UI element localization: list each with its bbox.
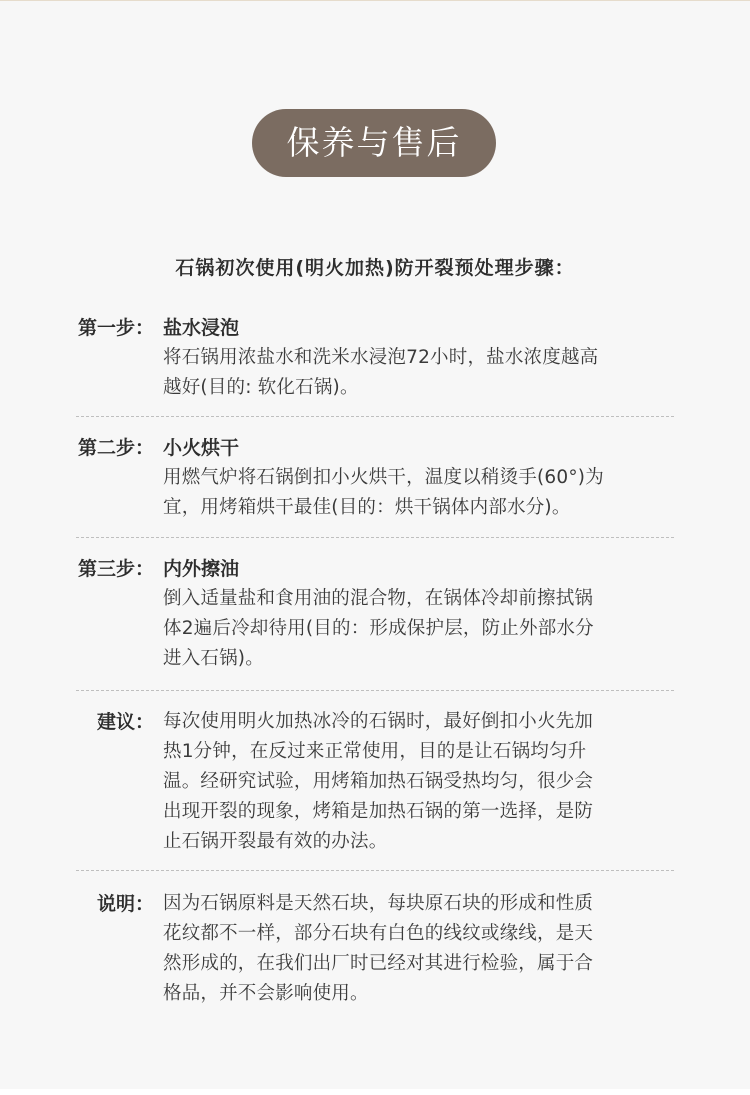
- divider: [76, 416, 674, 417]
- step-2-line: 宜，用烤箱烘干最佳(目的：烘干锅体内部水分)。: [163, 497, 571, 518]
- divider: [76, 537, 674, 538]
- advice-line: 出现开裂的现象，烤箱是加热石锅的第一选择，是防: [163, 801, 594, 822]
- page-title: 保养与售后: [252, 109, 496, 177]
- advice-line: 温。经研究试验，用烤箱加热石锅受热均匀，很少会: [163, 771, 594, 792]
- step-3-line: 体2遍后冷却待用(目的：形成保护层，防止外部水分: [163, 618, 594, 639]
- step-1-line: 越好(目的: 软化石锅)。: [163, 377, 359, 398]
- step-1-heading: 盐水浸泡: [163, 317, 240, 339]
- note-line: 花纹都不一样，部分石块有白色的线纹或缘线，是天: [163, 923, 594, 944]
- step-2-line: 用燃气炉将石锅倒扣小火烘干，温度以稍烫手(60°)为: [163, 467, 604, 488]
- divider: [76, 870, 674, 871]
- step-3-label: 第三步：: [77, 558, 154, 580]
- step-3-line: 倒入适量盐和食用油的混合物，在锅体冷却前擦拭锅: [163, 588, 594, 609]
- note-line: 然形成的，在我们出厂时已经对其进行检验，属于合: [163, 953, 594, 974]
- step-2-label: 第二步：: [77, 437, 154, 459]
- note-line: 因为石锅原料是天然石块，每块原石块的形成和性质: [163, 893, 594, 914]
- step-2-heading: 小火烘干: [163, 437, 240, 459]
- advice-line: 每次使用明火加热冰冷的石锅时，最好倒扣小火先加: [163, 711, 594, 732]
- note-label: 说明：: [96, 893, 154, 915]
- step-3-heading: 内外擦油: [163, 558, 240, 580]
- step-1-line: 将石锅用浓盐水和洗米水浸泡72小时，盐水浓度越高: [163, 347, 599, 368]
- advice-label: 建议：: [96, 711, 154, 733]
- note-line: 格品，并不会影响使用。: [163, 983, 369, 1004]
- step-3-line: 进入石锅)。: [163, 648, 264, 669]
- step-1-label: 第一步：: [77, 317, 154, 339]
- advice-line: 热1分钟，在反过来正常使用，目的是让石锅均匀升: [163, 741, 587, 762]
- pretreatment-subtitle: 石锅初次使用(明火加热)防开裂预处理步骤：: [175, 257, 575, 279]
- advice-line: 止石锅开裂最有效的办法。: [163, 831, 388, 852]
- divider: [76, 690, 674, 691]
